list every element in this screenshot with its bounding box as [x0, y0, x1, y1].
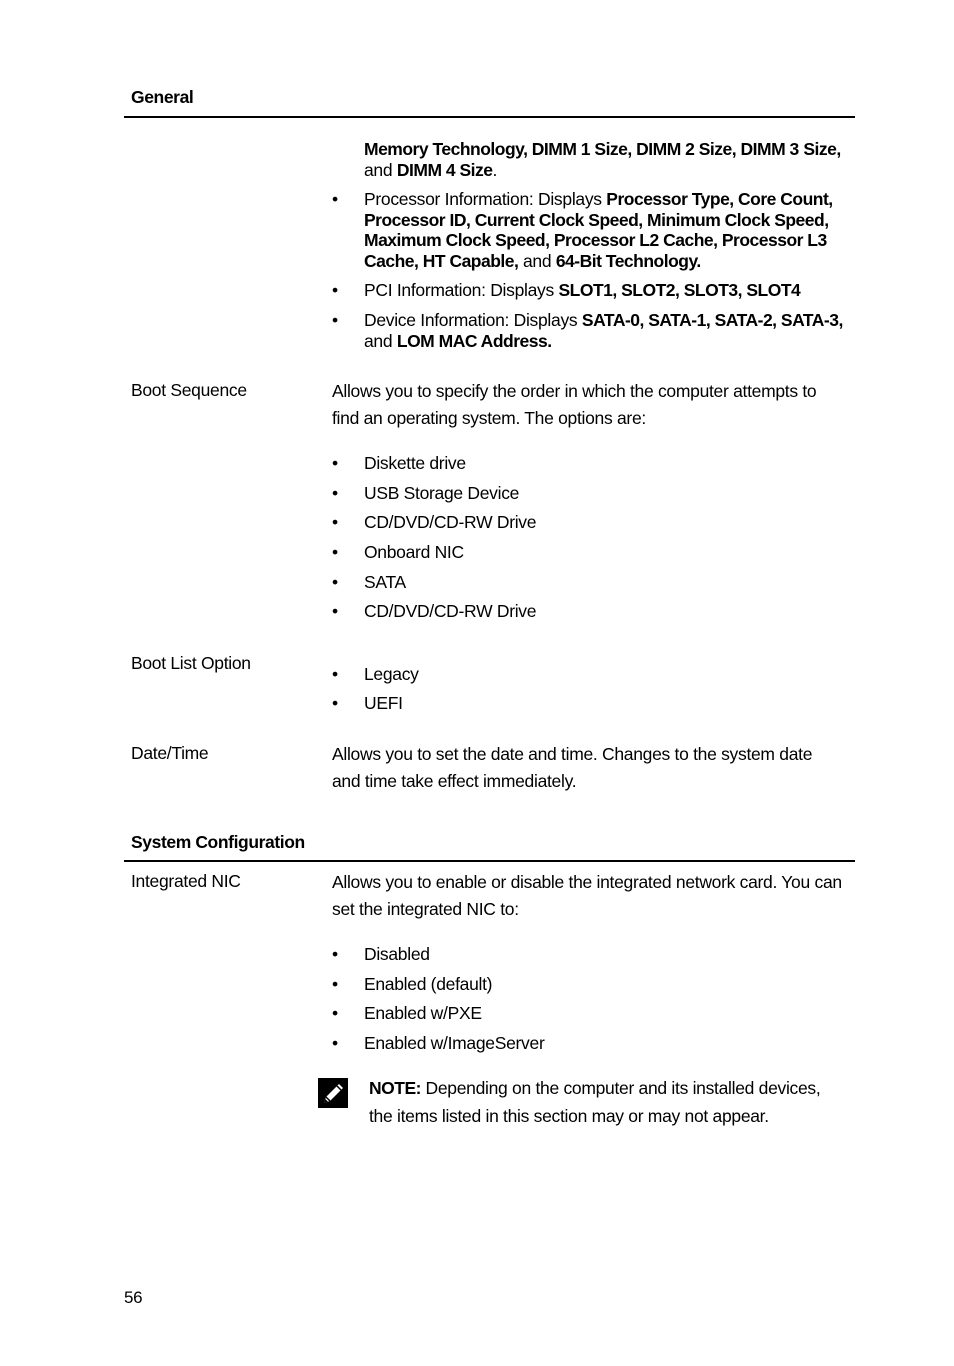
bullet-icon: • [332, 189, 338, 209]
bullet-icon: • [332, 944, 338, 964]
boot-option-text: CD/DVD/CD-RW Drive [364, 601, 537, 621]
boot-list-text: UEFI [364, 693, 403, 713]
bullet-icon: • [332, 693, 338, 713]
boot-option-text: Diskette drive [364, 453, 466, 473]
memory-period: . [492, 159, 498, 180]
bullet-icon: • [332, 664, 338, 684]
integrated-nic-description: Allows you to enable or disable the integrated network card. You can set the integrated NIC to: [332, 872, 842, 919]
pci-fields-bold: SLOT1, SLOT2, SLOT3, SLOT4 [558, 280, 801, 300]
bullet-icon: • [332, 1033, 338, 1053]
boot-list-text: Legacy [364, 664, 419, 684]
memory-and: and [364, 159, 397, 180]
pci-lead: PCI Information: Displays [364, 280, 559, 300]
bullet-icon: • [332, 512, 338, 532]
bullet-icon: • [332, 310, 338, 330]
boot-option-text: SATA [364, 572, 406, 592]
row-label-integrated-nic: Integrated NIC [131, 871, 241, 891]
device-fields-bold-end: LOM MAC Address. [396, 330, 552, 351]
processor-lead: Processor Information: Displays [364, 189, 607, 209]
memory-fields-bold-2b: DIMM 4 Size [396, 159, 493, 180]
processor-fields-bold-end: 64-Bit Technology. [555, 250, 701, 271]
row-label-boot-sequence: Boot Sequence [131, 380, 247, 400]
note-pencil-icon [318, 1078, 348, 1108]
bullet-icon: • [332, 483, 338, 503]
bullet-icon: • [332, 572, 338, 592]
section-rule-general [124, 116, 855, 118]
nic-option-text: Enabled w/PXE [364, 1003, 482, 1023]
nic-option-text: Enabled w/ImageServer [364, 1033, 545, 1053]
boot-option-text: USB Storage Device [364, 483, 520, 503]
bullet-icon: • [332, 542, 338, 562]
device-lead: Device Information: Displays [364, 310, 582, 330]
note-block [369, 1075, 839, 1130]
nic-option-text: Enabled (default) [364, 974, 493, 994]
bullet-icon: • [332, 601, 338, 621]
section-title-general: General [131, 87, 194, 107]
bullet-icon: • [332, 1003, 338, 1023]
section-rule-system-configuration [124, 860, 855, 862]
bullet-icon: • [332, 280, 338, 300]
boot-option-text: CD/DVD/CD-RW Drive [364, 512, 537, 532]
processor-and: and [518, 250, 556, 271]
note-label: NOTE: [369, 1078, 421, 1098]
device-and: and [364, 330, 397, 351]
note-text: Depending on the computer and its installed devices, the items listed in this section may or may not appear. [369, 1078, 821, 1126]
memory-fields-bold-2a: Size, [803, 139, 841, 159]
boot-option-text: Onboard NIC [364, 542, 464, 562]
row-label-date-time: Date/Time [131, 743, 209, 763]
bullet-icon: • [332, 453, 338, 473]
memory-fields-bold-1: Memory Technology, DIMM 1 Size, DIMM 2 Size, DIMM 3 [364, 139, 799, 159]
nic-option-text: Disabled [364, 944, 430, 964]
bullet-icon: • [332, 974, 338, 994]
page-number: 56 [124, 1288, 143, 1307]
row-label-boot-list-option: Boot List Option [131, 653, 251, 673]
date-time-description: Allows you to set the date and time. Changes to the system date and time take effect immediately. [332, 744, 813, 791]
device-fields-bold: SATA-0, SATA-1, SATA-2, SATA-3, [581, 310, 843, 330]
boot-sequence-description: Allows you to specify the order in which the computer attempts to find an operating system. The options are: [332, 381, 817, 428]
section-title-system-configuration: System Configuration [131, 832, 305, 852]
processor-fields-bold: Processor Type, Core Count, Processor ID, Current Clock Speed, Minimum Clock Speed, Maximum Clock Speed, Processor L2 Cache, Processor L3 Cache, HT Capable, [364, 189, 833, 271]
